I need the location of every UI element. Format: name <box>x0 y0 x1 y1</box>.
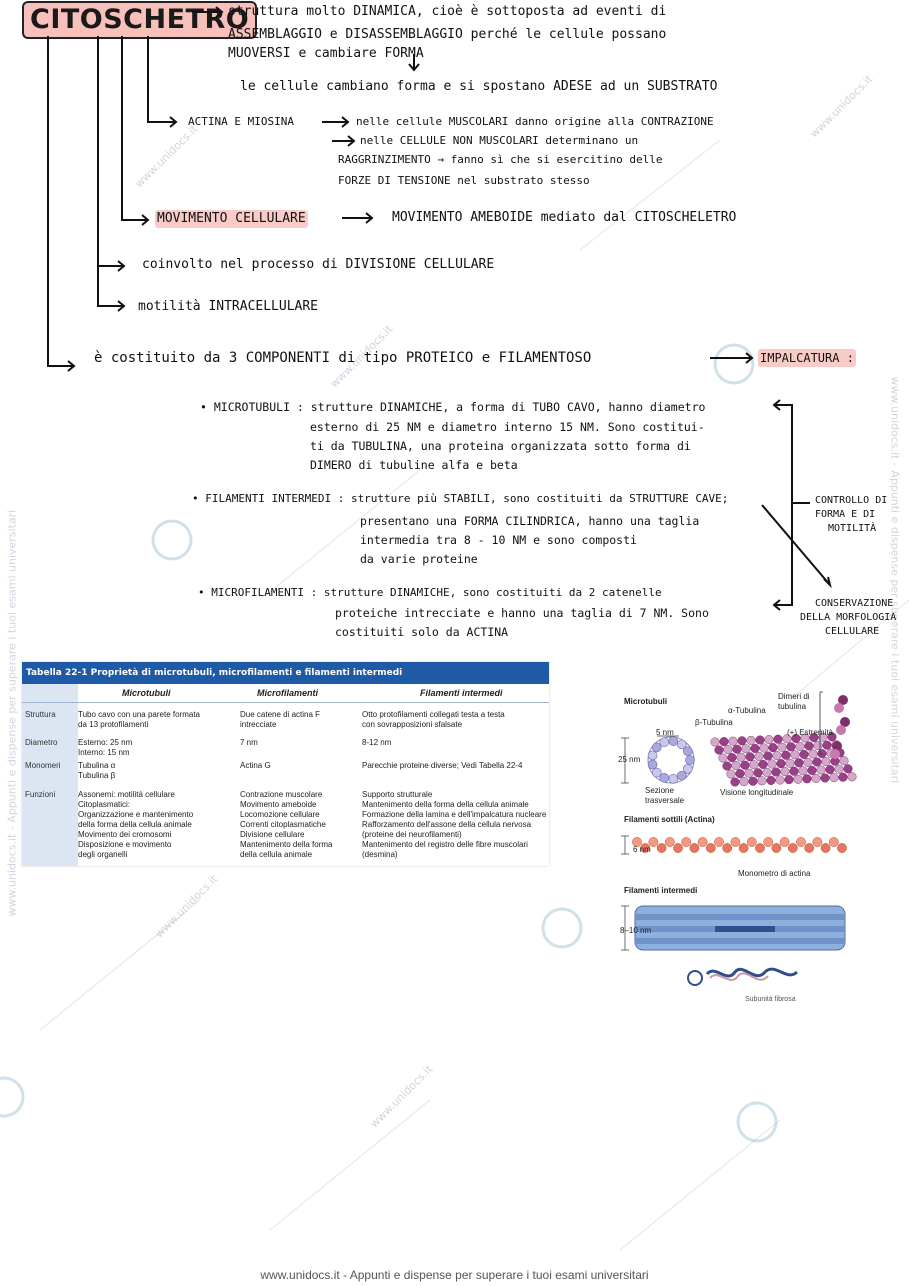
fig-alpha-label: α-Tubulina <box>728 706 766 715</box>
fig-plus-label: (+) Estremità <box>787 728 834 737</box>
tubulin-dimers <box>820 692 850 759</box>
tubulin-dimer <box>754 769 763 778</box>
tubulin-dimer <box>773 751 782 760</box>
table-cell: della forma della cellula animale <box>78 820 192 829</box>
tubulin-subunit <box>683 747 692 756</box>
tubulin-dimer <box>755 752 764 761</box>
tubulin-dimer <box>781 767 790 776</box>
tubulin-dimer <box>759 760 768 769</box>
tubulin-dimer <box>777 759 786 768</box>
tubulin-dimer <box>740 777 749 786</box>
table-cell: Movimento dei cromosomi <box>78 830 172 839</box>
tubulin-dimer <box>800 750 809 759</box>
tubulin-dimer <box>790 767 799 776</box>
tubulin-dimer <box>767 776 776 785</box>
tubulin-dimer <box>794 775 803 784</box>
table-cell: della cellula animale <box>240 850 313 859</box>
table-cell: Disposizione e movimento <box>78 840 172 849</box>
microtubule-longitudinal <box>711 733 857 787</box>
tubulin-dimer <box>822 757 831 766</box>
table-cell: Mantenimento del registro delle fibre muscolari <box>362 840 528 849</box>
table-cell: Divisione cellulare <box>240 830 305 839</box>
table-cell: Organizzazione e mantenimento <box>78 810 194 819</box>
fig-6nm-label: 6 nm <box>633 845 651 854</box>
tubulin-dimer <box>727 770 736 779</box>
fig-monometro-label: Monometro di actina <box>738 869 811 878</box>
tubulin-dimer <box>808 766 817 775</box>
table-cell: Formazione della lamina e dell'impalcatura nucleare <box>362 810 547 819</box>
tubulin-dimer <box>723 762 732 771</box>
tubulin-dimer <box>732 761 741 770</box>
intermediate-filament <box>635 906 845 985</box>
actin-monomer <box>739 843 748 852</box>
note-coinvolto: coinvolto nel processo di DIVISIONE CELLULARE <box>142 257 495 272</box>
tubulin-dimer <box>778 743 787 752</box>
fig-subunita-label: Subunità fibrosa <box>745 996 796 1003</box>
tubulin-dimer <box>719 754 728 763</box>
actin-monomer <box>698 837 707 846</box>
note-line-2: ASSEMBLAGGIO e DISASSEMBLAGGIO perché le cellule possano <box>228 27 667 42</box>
actin-monomer <box>813 837 822 846</box>
tubulin-subunit <box>652 768 661 777</box>
table-cell: Movimento ameboide <box>240 800 317 809</box>
tubulin-dimer <box>728 753 737 762</box>
tubulin-dimer <box>764 752 773 761</box>
tubulin-dimer <box>749 777 758 786</box>
tubulin-dimer <box>817 766 826 775</box>
tubulin-subunit <box>677 771 686 780</box>
table-cell: degli organelli <box>78 850 128 859</box>
tubulin-dimer <box>776 776 785 785</box>
table-cell: (proteine dei neurofilamenti) <box>362 830 462 839</box>
tubulin-dimer <box>738 737 747 746</box>
note-line-1: struttura molto DINAMICA, cioè è sottoposta ad eventi di <box>228 4 667 19</box>
tubulin-dimer <box>796 742 805 751</box>
watermark-diag-2: www.unidocs.it <box>327 322 396 391</box>
tubulin-dimer <box>791 751 800 760</box>
actin-monomer <box>723 843 732 852</box>
watermark-right-vertical: www.unidocs.it - Appunti e dispense per superare i tuoi esami universitari <box>888 376 902 784</box>
note-microtubuli-3: ti da TUBULINA, una proteina organizzata sotto forma di <box>310 439 691 453</box>
tubulin-dimer <box>818 749 827 758</box>
table-col-microtubuli: Microtubuli <box>122 688 171 698</box>
tubulin-dimer <box>711 738 720 747</box>
table-cell: (desmina) <box>362 850 398 859</box>
tubulin-dimer <box>747 736 756 745</box>
actin-monomer <box>788 843 797 852</box>
note-side-2: FORMA E DI <box>815 509 876 520</box>
note-actina-5: FORZE DI TENSIONE nel substrato stesso <box>338 174 590 187</box>
tubulin-dimer <box>774 735 783 744</box>
actin-monomer <box>821 843 830 852</box>
table-cell: con sovrapposizioni sfalsate <box>362 720 463 729</box>
tubulin-dimer <box>805 742 814 751</box>
fig-810nm-label: 8–10 nm <box>620 926 652 935</box>
tubulin-dimer <box>799 767 808 776</box>
watermark-diag-4: www.unidocs.it <box>367 1062 436 1131</box>
watermark-left-vertical: www.unidocs.it - Appunti e dispense per superare i tuoi esami universitari <box>5 509 19 917</box>
table-cell: Rafforzamento dell'assone della cellula nervosa <box>362 820 532 829</box>
actin-monomer <box>665 837 674 846</box>
tubulin-dimer <box>848 773 857 782</box>
note-microfilamenti-3: costituiti solo da ACTINA <box>335 625 509 639</box>
table-cell: Otto protofilamenti collegati testa a testa <box>362 710 505 719</box>
tubulin-subunit <box>669 774 678 783</box>
actin-monomer <box>780 837 789 846</box>
tubulin-dimer <box>736 769 745 778</box>
tubulin-dimer <box>733 745 742 754</box>
table-row-label: Monomeri <box>25 761 61 770</box>
actin-monomer <box>829 837 838 846</box>
tubulin-dimer <box>750 761 759 770</box>
watermark-diag-3: www.unidocs.it <box>152 872 221 941</box>
mindmap-connectors <box>0 0 909 400</box>
note-actina-2: nelle cellule MUSCOLARI danno origine alla CONTRAZIONE <box>356 115 714 128</box>
note-side-3: MOTILITÀ <box>828 523 877 534</box>
fig-visione-label: Visione longitudinale <box>720 788 794 797</box>
table-divider <box>22 702 549 703</box>
tubulin-dimer <box>835 765 844 774</box>
tubulin-dimer <box>745 769 754 778</box>
table-cell: Tubo cavo con una parete formata <box>78 710 200 719</box>
tubulin-dimer <box>839 773 848 782</box>
tubulin-dimer <box>765 735 774 744</box>
actin-monomer <box>657 843 666 852</box>
tubulin-subunit <box>686 756 695 765</box>
actin-monomer <box>673 843 682 852</box>
actin-monomer <box>805 843 814 852</box>
table-cell: 7 nm <box>240 738 258 747</box>
tubulin-dimer <box>737 753 746 762</box>
table-cell: Esterno: 25 nm <box>78 738 133 747</box>
note-impalcatura: IMPALCATURA : <box>760 351 854 365</box>
note-side-6: CELLULARE <box>825 626 880 637</box>
fig-beta-label: β-Tubulina <box>695 718 733 727</box>
note-line-4: le cellule cambiano forma e si spostano ADESE ad un SUBSTRATO <box>240 79 718 94</box>
tubulin-subunit <box>648 760 657 769</box>
tubulin-dimer <box>803 775 812 784</box>
tubulin-dimer <box>746 753 755 762</box>
note-filamenti-1: • FILAMENTI INTERMEDI : strutture più STABILI, sono costituiti da STRUTTURE CAVE; <box>192 492 729 505</box>
actin-filament <box>632 837 846 852</box>
fig-dimeri-label-2: tubulina <box>778 702 807 711</box>
fig-sottili-title: Filamenti sottili (Actina) <box>624 815 715 824</box>
tubulin-dimer <box>715 746 724 755</box>
tubulin-dimer <box>812 774 821 783</box>
actin-monomer <box>747 837 756 846</box>
tubulin-dimer <box>758 777 767 786</box>
footer-watermark: www.unidocs.it - Appunti e dispense per superare i tuoi esami universitari <box>260 1268 649 1282</box>
tubulin-dimer <box>720 737 729 746</box>
actin-monomer <box>755 843 764 852</box>
actin-monomer <box>764 837 773 846</box>
table-row-label: Struttura <box>25 710 56 719</box>
note-microtubuli-2: esterno di 25 NM e diametro interno 15 NM. Sono costitui- <box>310 420 705 434</box>
table-cell: Interno: 15 nm <box>78 748 130 757</box>
tubulin-dimer <box>742 745 751 754</box>
tubulin-dimer <box>823 741 832 750</box>
fig-sezione-label: Sezione <box>645 786 674 795</box>
fig-dimeri-label: Dimeri di <box>778 692 810 701</box>
tubulin-dimer <box>786 759 795 768</box>
tubulin-dimer <box>763 768 772 777</box>
note-ameboide: MOVIMENTO AMEBOIDE mediato dal CITOSCHELETRO <box>392 210 737 225</box>
tubulin-dimer <box>804 758 813 767</box>
properties-table <box>22 662 549 866</box>
actin-monomer <box>772 843 781 852</box>
table-cell: Mantenimento della forma <box>240 840 333 849</box>
tubulin-dimer <box>840 757 849 766</box>
tubulin-dimer <box>809 750 818 759</box>
note-filamenti-4: da varie proteine <box>360 552 478 566</box>
tubulin-dimer <box>760 744 769 753</box>
table-cell: Mantenimento della forma della cellula animale <box>362 800 529 809</box>
tubulin-dimer <box>769 743 778 752</box>
table-cell: da 13 protofilamenti <box>78 720 149 729</box>
fig-5nm-label: 5 nm <box>656 728 674 737</box>
note-side-4: CONSERVAZIONE <box>815 598 894 609</box>
tubulin-dimer <box>814 741 823 750</box>
tubulin-subunit <box>669 737 678 746</box>
table-cell: Citoplasmatici: <box>78 800 131 809</box>
note-microfilamenti-2: proteiche intrecciate e hanno una taglia di 7 NM. Sono <box>335 606 709 620</box>
tubulin-dimer <box>751 744 760 753</box>
actin-monomer <box>682 837 691 846</box>
actin-monomer <box>796 837 805 846</box>
tubulin-dimer <box>844 765 853 774</box>
table-col-filamenti: Filamenti intermedi <box>420 688 503 698</box>
actin-monomer <box>714 837 723 846</box>
tubulin-dimer <box>813 758 822 767</box>
watermark-diag-1: www.unidocs.it <box>132 122 201 191</box>
tubulin-dimer <box>826 765 835 774</box>
tubulin-dimer <box>768 760 777 769</box>
tubulin-subunit <box>660 738 669 747</box>
table-cell: Contrazione muscolare <box>240 790 323 799</box>
tubulin-dimer <box>731 778 740 787</box>
tubulin-dimer <box>785 775 794 784</box>
actin-monomer <box>706 843 715 852</box>
tubulin-dimer <box>782 751 791 760</box>
table-row-label: Diametro <box>25 738 58 747</box>
page-title: CITOSCHETRO <box>22 1 257 39</box>
note-actina-1: ACTINA E MIOSINA <box>188 115 294 128</box>
note-filamenti-3: intermedia tra 8 - 10 NM e sono composti <box>360 533 637 547</box>
table-header: Tabella 22-1 Proprietà di microtubuli, microfilamenti e filamenti intermedi <box>22 662 549 684</box>
note-microtubuli-1: • MICROTUBULI : strutture DINAMICHE, a forma di TUBO CAVO, hanno diametro <box>200 400 706 414</box>
tubulin-subunit <box>648 751 657 760</box>
tubulin-dimer <box>756 736 765 745</box>
table-cell: Due catene di actina F <box>240 710 321 719</box>
note-actina-3: nelle CELLULE NON MUSCOLARI determinano un <box>360 134 639 147</box>
note-line-3: MUOVERSI e cambiare FORMA <box>228 46 424 61</box>
fig-trasversale-label: trasversale <box>645 796 685 805</box>
table-row-label: Funzioni <box>25 790 56 799</box>
note-side-5: DELLA MORFOLOGIA <box>800 612 897 623</box>
fig-microtubuli-title: Microtubuli <box>624 697 668 706</box>
tubulin-dimer <box>724 745 733 754</box>
table-cell: Locomozione cellulare <box>240 810 320 819</box>
table-cell: Parecchie proteine diverse; Vedi Tabella 22-4 <box>362 761 523 770</box>
tubulin-dimer <box>795 759 804 768</box>
tubulin-dimer <box>729 737 738 746</box>
table-cell: Tubulina β <box>78 771 116 780</box>
tubulin-dimer <box>830 773 839 782</box>
note-movimento: MOVIMENTO CELLULARE <box>157 211 306 226</box>
watermark-diag-5: www.unidocs.it <box>807 72 876 141</box>
actin-monomer <box>731 837 740 846</box>
note-microfilamenti-1: • MICROFILAMENTI : strutture DINAMICHE, sono costituiti da 2 catenelle <box>198 586 662 599</box>
actin-monomer <box>837 843 846 852</box>
actin-monomer <box>690 843 699 852</box>
note-costituito: è costituito da 3 COMPONENTI di tipo PROTEICO e FILAMENTOSO <box>94 350 592 366</box>
note-filamenti-2: presentano una FORMA CILINDRICA, hanno una taglia <box>360 514 700 528</box>
fig-25nm-label: 25 nm <box>618 755 641 764</box>
tubulin-dimer <box>772 768 781 777</box>
tubulin-dimer <box>821 774 830 783</box>
table-cell: Tubulina α <box>78 761 116 770</box>
note-motilita: motilità INTRACELLULARE <box>138 299 319 314</box>
table-cell: Supporto strutturale <box>362 790 433 799</box>
table-cell: 8-12 nm <box>362 738 392 747</box>
table-col-microfilamenti: Microfilamenti <box>257 688 319 698</box>
table-cell: Assonemi: motilità cellulare <box>78 790 175 799</box>
note-side-1: CONTROLLO DI <box>815 495 888 506</box>
note-microtubuli-4: DIMERO di tubuline alfa e beta <box>310 458 518 472</box>
table-cell: Correnti citoplasmatiche <box>240 820 326 829</box>
note-actina-4: RAGGRINZIMENTO → fanno sì che si esercitino delle <box>338 153 663 166</box>
tubulin-dimer <box>741 761 750 770</box>
table-cell: Actina G <box>240 761 271 770</box>
tubulin-dimer <box>787 743 796 752</box>
fig-intermedi-title: Filamenti intermedi <box>624 886 698 895</box>
table-cell: intrecciate <box>240 720 277 729</box>
